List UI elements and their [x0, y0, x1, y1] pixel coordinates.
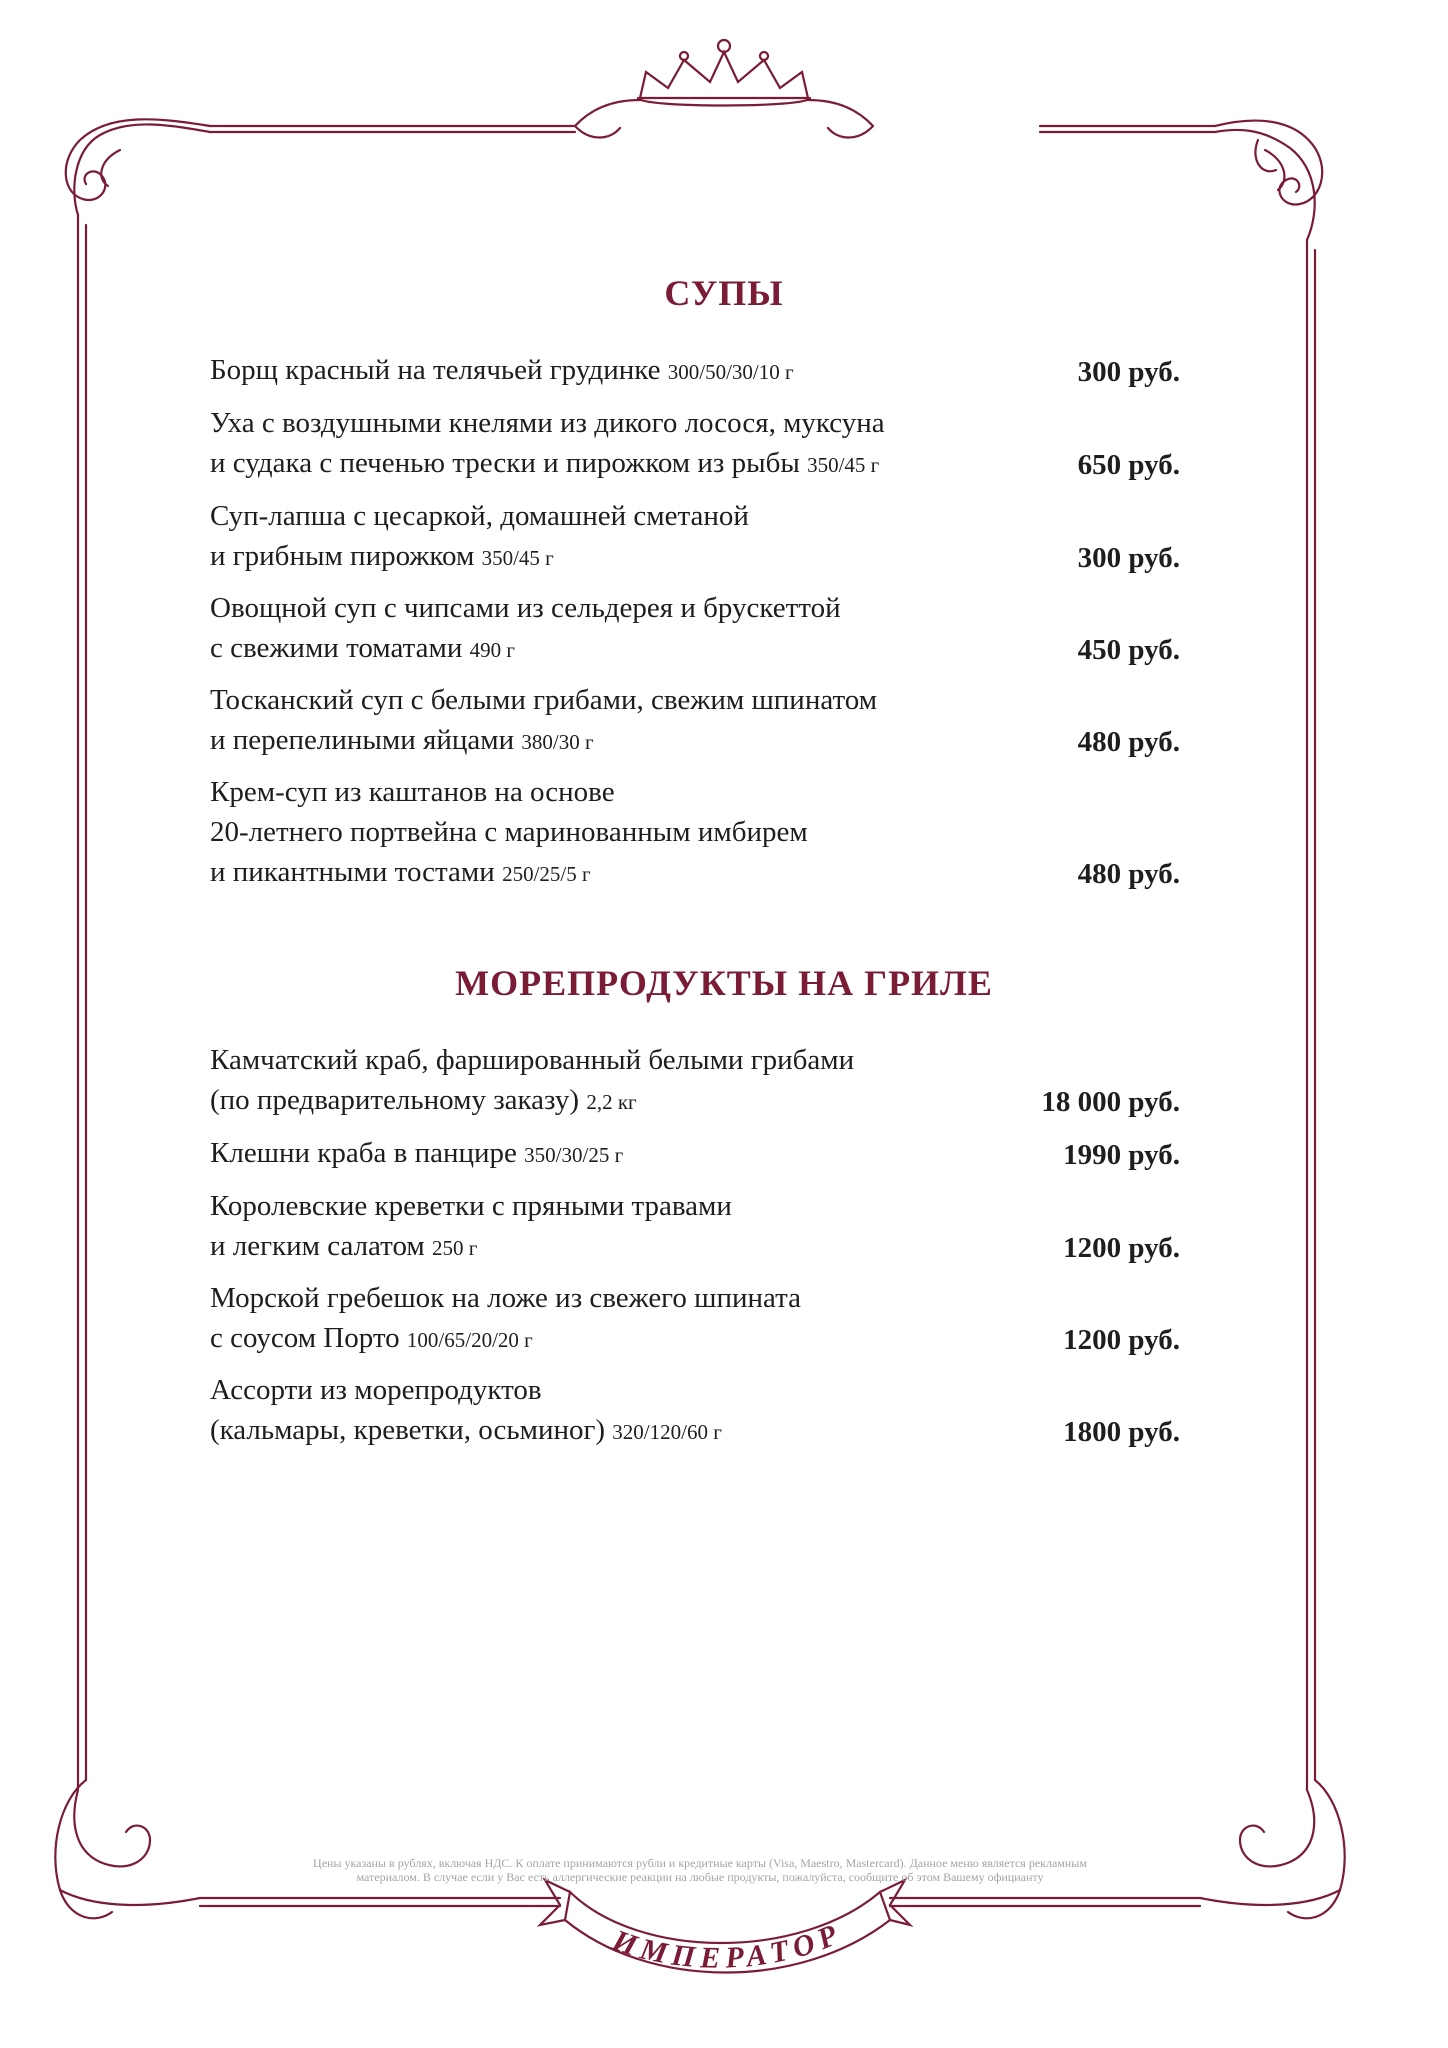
- item-price: 300 руб.: [1077, 542, 1180, 574]
- section-title-grilled-seafood: МОРЕПРОДУКТЫ НА ГРИЛЕ: [455, 963, 993, 1003]
- menu-item: [210, 1370, 1180, 1452]
- item-price: 480 руб.: [1077, 858, 1180, 890]
- item-description: Крем-суп из каштанов на основе 20-летнего портвейна с маринованным имбирем и пикантными тостами 250/25/5 г: [210, 776, 808, 888]
- item-weight: 2,2 кг: [586, 1090, 637, 1114]
- item-weight: 490 г: [469, 638, 515, 662]
- item-price: 1200 руб.: [1063, 1232, 1180, 1264]
- item-description: Клешни краба в панцире 350/30/25 г: [210, 1137, 624, 1169]
- menu-item: [210, 1278, 1180, 1360]
- item-price: 480 руб.: [1077, 726, 1180, 758]
- item-description: Ассорти из морепродуктов (кальмары, креветки, осьминог) 320/120/60 г: [210, 1374, 722, 1446]
- item-description: Овощной суп с чипсами из сельдерея и брускеттой с свежими томатами 490 г: [210, 592, 841, 664]
- item-weight: 350/30/25 г: [524, 1143, 624, 1167]
- item-weight: 320/120/60 г: [612, 1420, 722, 1444]
- footnote-line: Цены указаны в рублях, включая НДС. К оплате принимаются рубли и кредитные карты (Visa, Maestro, Mastercard). Данное меню является рекламным: [313, 1856, 1087, 1870]
- item-description: Суп-лапша с цесаркой, домашней сметаной и грибным пирожком 350/45 г: [210, 500, 749, 572]
- brand-logo-text: ИМПЕРАТОР: [608, 1916, 848, 1975]
- item-price: 1800 руб.: [1063, 1416, 1180, 1448]
- item-price: 1200 руб.: [1063, 1324, 1180, 1356]
- item-weight: 300/50/30/10 г: [667, 360, 794, 384]
- item-description: Уха с воздушными кнелями из дикого лосося, муксуна и судака с печенью трески и пирожком из рыбы 350/45 г: [210, 407, 885, 479]
- item-weight: 350/45 г: [481, 546, 554, 570]
- item-description: Морской гребешок на ложе из свежего шпината с соусом Порто 100/65/20/20 г: [210, 1282, 802, 1354]
- menu-item: [210, 1040, 1180, 1122]
- item-description: Борщ красный на телячьей грудинке 300/50/30/10 г: [210, 354, 794, 386]
- menu-item: [210, 1186, 1180, 1268]
- menu-item: [210, 588, 1180, 670]
- menu-item: [210, 496, 1180, 578]
- menu-item: [210, 350, 1180, 392]
- item-weight: 100/65/20/20 г: [406, 1328, 533, 1352]
- item-weight: 380/30 г: [521, 730, 594, 754]
- menu-item: [210, 403, 1180, 485]
- item-price: 18 000 руб.: [1041, 1086, 1180, 1118]
- item-price: 450 руб.: [1077, 634, 1180, 666]
- menu-item: [210, 772, 1180, 894]
- item-price: 650 руб.: [1077, 449, 1180, 481]
- item-weight: 250 г: [432, 1236, 478, 1260]
- menu-item: [210, 1133, 1180, 1175]
- section-title-soups: СУПЫ: [664, 273, 784, 313]
- item-description: Камчатский краб, фаршированный белыми грибами (по предварительному заказу) 2,2 кг: [210, 1044, 855, 1116]
- footnote: [220, 1856, 1180, 1884]
- item-price: 300 руб.: [1077, 356, 1180, 388]
- item-description: Тосканский суп с белыми грибами, свежим шпинатом и перепелиными яйцами 380/30 г: [210, 684, 878, 756]
- item-price: 1990 руб.: [1063, 1139, 1180, 1171]
- item-weight: 350/45 г: [807, 453, 880, 477]
- footnote-line: материалом. В случае если у Вас есть аллергические реакции на любые продукты, пожалуйста, сообщите об этом Вашему официанту: [356, 1870, 1044, 1884]
- menu-item: [210, 680, 1180, 762]
- item-description: Королевские креветки с пряными травами и легким салатом 250 г: [210, 1190, 732, 1262]
- item-weight: 250/25/5 г: [502, 862, 591, 886]
